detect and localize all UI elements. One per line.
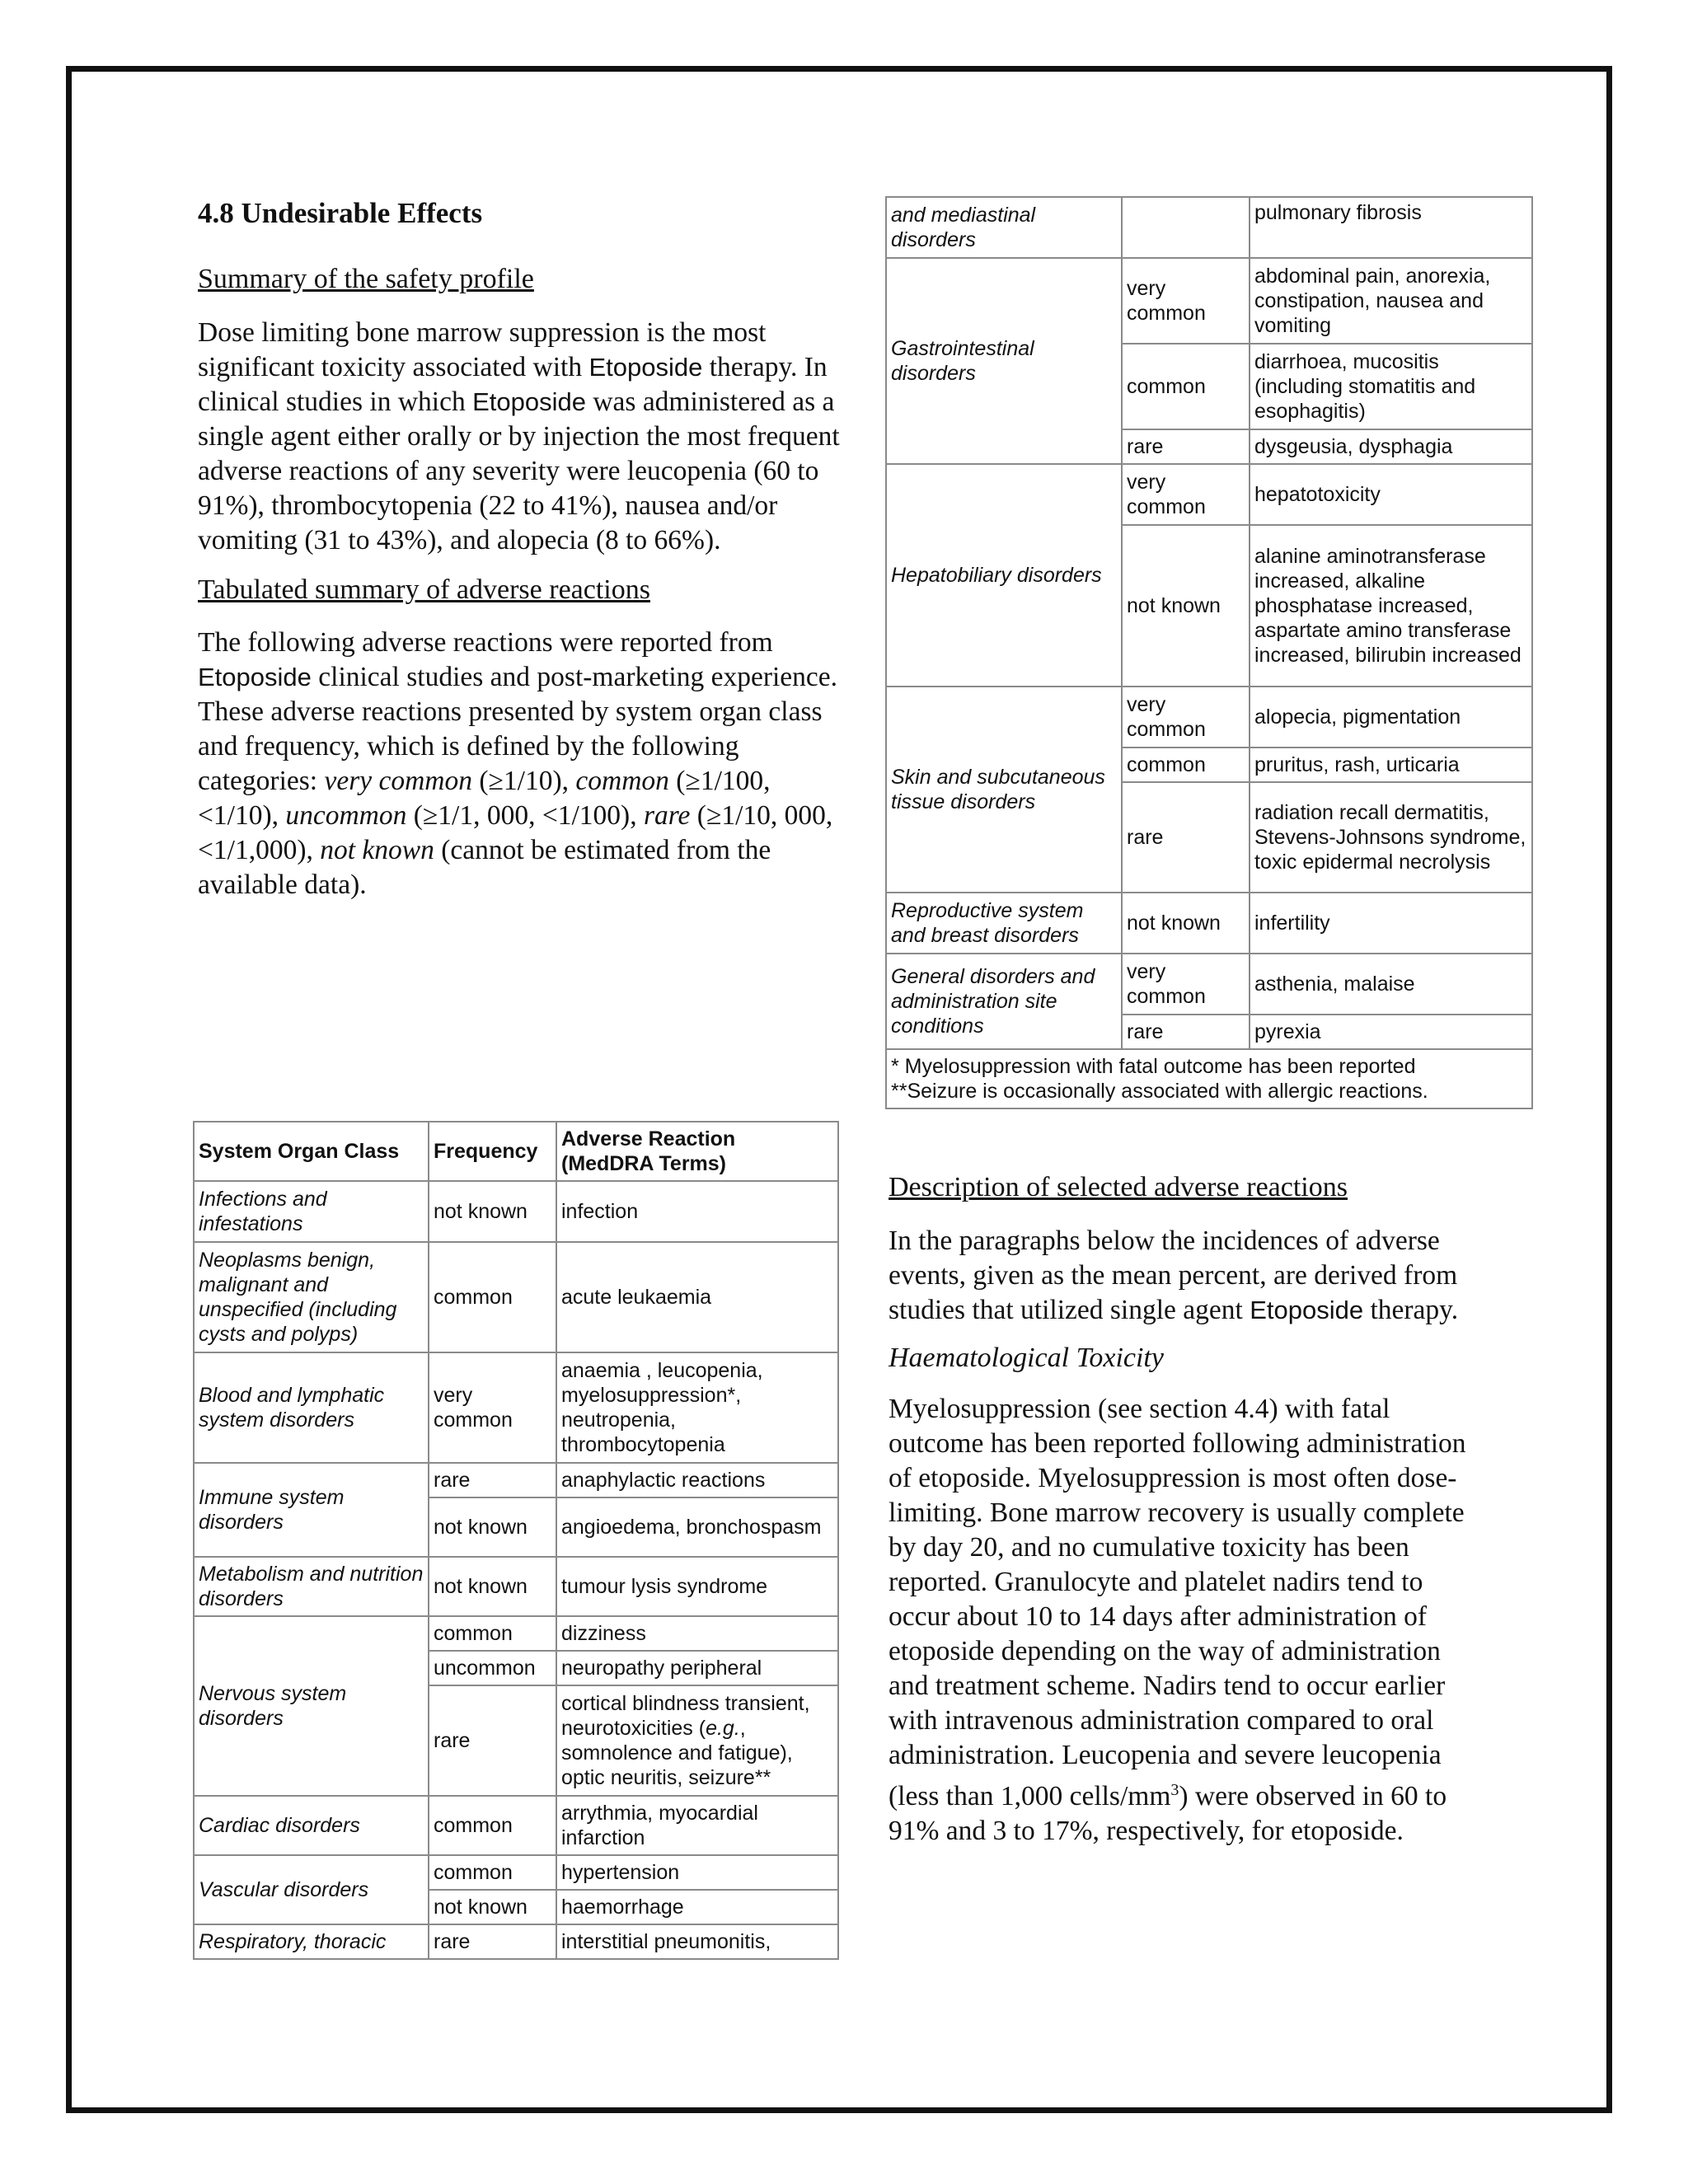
table-row: rare radiation recall dermatitis, Stevens-Johnsons syndrome, toxic epidermal necrolysis: [886, 782, 1532, 893]
table-row: Neoplasms benign, malignant and unspecified (including cysts and polyps) common acute leukaemia: [194, 1242, 838, 1352]
table-row: rare pyrexia: [886, 1015, 1532, 1049]
table-row: not known haemorrhage: [194, 1890, 838, 1924]
summary-paragraph: Dose limiting bone marrow suppression is the most significant toxicity associated with Etoposide therapy. In clinical studies in which Etoposide was administered as a single agent either orally or by injection the most frequent adverse reactions of any severity were leucopenia (60 to 91%), thrombocytopenia (22 to 41%), nausea and/or vomiting (31 to 43%), and alopecia (8 to 66%).: [198, 316, 840, 555]
header-adverse-reaction: Adverse Reaction (MedDRA Terms): [556, 1122, 838, 1181]
table-row: General disorders and administration site conditions very common asthenia, malaise: [886, 954, 1532, 1015]
table-row: Blood and lymphatic system disorders very common anaemia , leucopenia, myelosuppression*, neutropenia, thrombocytopenia: [194, 1352, 838, 1463]
table-row: rare cortical blindness transient, neurotoxicities (e.g., somnolence and fatigue), optic neuritis, seizure**: [194, 1685, 838, 1796]
tabulated-title: Tabulated summary of adverse reactions: [198, 574, 650, 605]
tabulated-paragraph: The following adverse reactions were reported from Etoposide clinical studies and post-marketing experience. These adverse reactions presented by system organ class and frequency, which is defined by the following categories: very common (≥1/10), common (≥1/100, <1/10), uncommon (≥1/1, 000, <1/100), rare (≥1/10, 000, <1/1,000), not known (cannot be estimated from the available data).: [198, 627, 838, 900]
table-row: Infections and infestations not known infection: [194, 1181, 838, 1242]
haematological-paragraph: Myelosuppression (see section 4.4) with fatal outcome has been reported following administration of etoposide. Myelosuppression is most often dose-limiting. Bone marrow recovery is usually complete by day 20, and no cumulative toxicity has been reported. Granulocyte and platelet nadirs tend to occur about 10 to 14 days after administration of etoposide depending on the way of administration and treatment scheme. Nadirs tend to occur earlier with intravenous administration compared to oral administration. Leucopenia and severe leucopenia (less than 1,000 cells/$mm^3$) were observed in 60 to 91% and 3 to 17%, respectively, for etoposide.: [889, 1393, 1466, 1846]
left-column: [198, 196, 849, 917]
table-row: Immune system disorders rare anaphylactic reactions: [194, 1463, 838, 1497]
table-row: not known alanine aminotransferase increased, alkaline phosphatase increased, aspartate amino transferase increased, bilirubin increased: [886, 525, 1532, 687]
table-header-row: [194, 1122, 838, 1181]
header-frequency: Frequency: [429, 1122, 556, 1181]
table-row: Reproductive system and breast disorders not known infertility: [886, 893, 1532, 954]
description-title: Description of selected adverse reactions: [889, 1172, 1348, 1202]
header-system-organ-class: System Organ Class: [194, 1122, 429, 1181]
table-row: and mediastinal disorders pulmonary fibrosis: [886, 197, 1532, 258]
table-row: not known angioedema, bronchospasm: [194, 1497, 838, 1557]
table-row: Vascular disorders common hypertension: [194, 1855, 838, 1890]
footnote-seizure: **Seizure is occasionally associated with allergic reactions.: [891, 1080, 1428, 1103]
description-intro: In the paragraphs below the incidences of adverse events, given as the mean percent, are derived from studies that utilized single agent Etoposide therapy.: [889, 1225, 1459, 1325]
table-row: common diarrhoea, mucositis (including stomatitis and esophagitis): [886, 344, 1532, 429]
table-row: Metabolism and nutrition disorders not known tumour lysis syndrome: [194, 1557, 838, 1616]
adverse-reactions-table-part1: [193, 1121, 839, 1960]
haematological-title: Haematological Toxicity: [889, 1342, 1164, 1373]
right-column-text: [889, 1170, 1482, 1863]
table-row: Gastrointestinal disorders very common abdominal pain, anorexia, constipation, nausea and vomiting: [886, 258, 1532, 344]
table-row: Nervous system disorders common dizziness: [194, 1616, 838, 1651]
table-row: uncommon neuropathy peripheral: [194, 1651, 838, 1685]
table-row: Cardiac disorders common arrythmia, myocardial infarction: [194, 1796, 838, 1855]
footnote-myelosuppression: * Myelosuppression with fatal outcome has been reported: [891, 1055, 1416, 1078]
summary-title: Summary of the safety profile: [198, 264, 534, 294]
table-row: Hepatobiliary disorders very common hepatotoxicity: [886, 464, 1532, 525]
table-row: rare dysgeusia, dysphagia: [886, 429, 1532, 464]
table-row: common pruritus, rash, urticaria: [886, 748, 1532, 782]
adverse-reactions-table-part2: [885, 196, 1533, 1109]
section-heading: 4.8 Undesirable Effects: [198, 197, 483, 229]
table-row: Respiratory, thoracic rare interstitial pneumonitis,: [194, 1924, 838, 1959]
table-row: Skin and subcutaneous tissue disorders very common alopecia, pigmentation: [886, 687, 1532, 748]
table-footnote-row: [886, 1049, 1532, 1108]
